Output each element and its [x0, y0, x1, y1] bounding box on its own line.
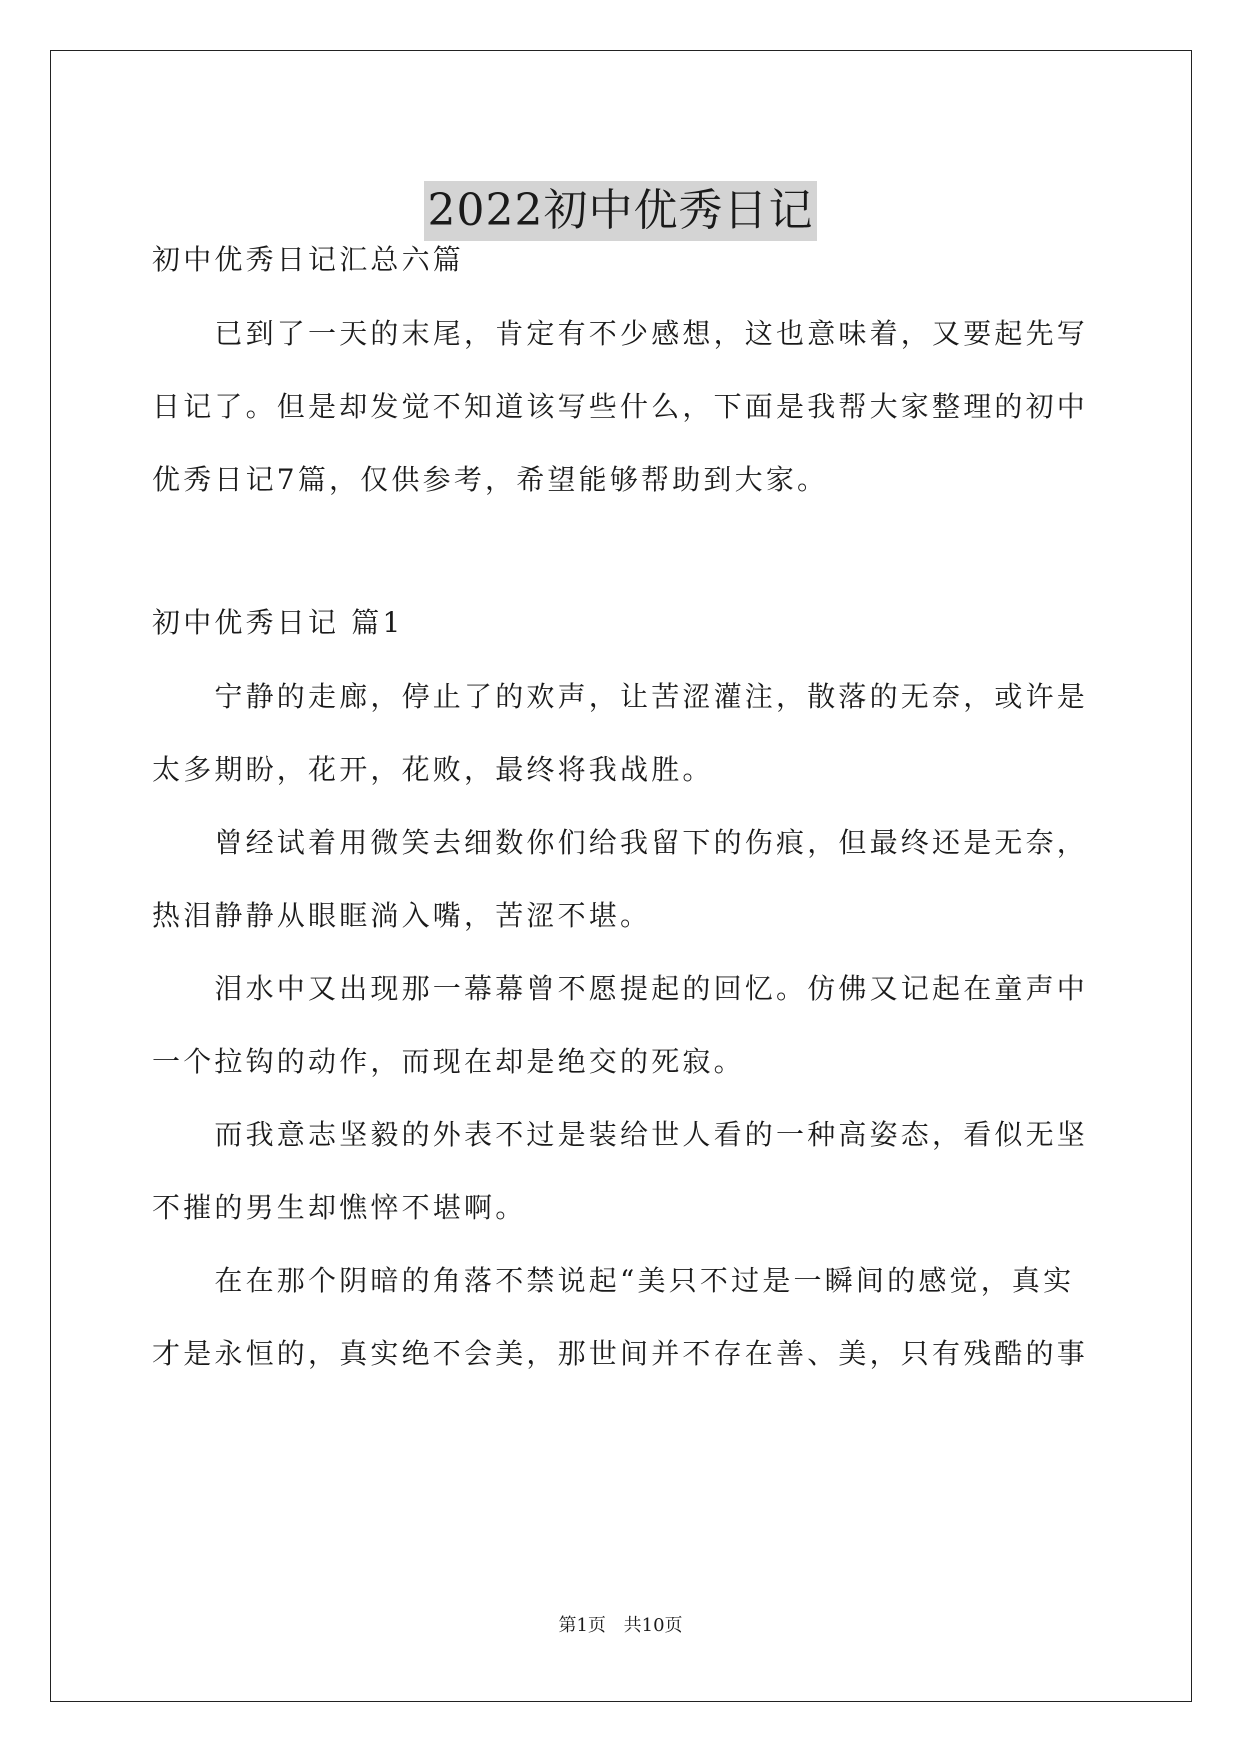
paragraph-line: 才是永恒的，真实绝不会美，那世间并不存在善、美，只有残酷的事: [152, 1337, 1089, 1370]
paragraph-line: 热泪静静从眼眶淌入嘴，苦涩不堪。: [152, 899, 652, 932]
paragraph-line: 在在那个阴暗的角落不禁说起“美只不过是一瞬间的感觉，真实: [152, 1264, 1075, 1297]
paragraph-line: 太多期盼，花开，花败，最终将我战胜。: [152, 753, 714, 786]
paragraph-line: 曾经试着用微笑去细数你们给我留下的伤痕，但最终还是无奈，: [152, 826, 1089, 859]
paragraph-line: 而我意志坚毅的外表不过是装给世人看的一种高姿态，看似无坚: [152, 1118, 1089, 1151]
page-footer: [0, 1614, 1241, 1638]
page-border: [50, 50, 1192, 1702]
page-total: 共10页: [623, 1615, 683, 1636]
section-heading: 初中优秀日记 篇1: [152, 606, 404, 639]
document-subtitle: 初中优秀日记汇总六篇: [152, 243, 465, 276]
paragraph-line: 已到了一天的末尾，肯定有不少感想，这也意味着，又要起先写: [152, 317, 1089, 350]
paragraph-line: 日记了。但是却发觉不知道该写些什么，下面是我帮大家整理的初中: [152, 390, 1089, 423]
paragraph-line: 不摧的男生却憔悴不堪啊。: [152, 1191, 527, 1224]
page-number: 第1页: [558, 1615, 606, 1636]
paragraph-line: 一个拉钩的动作，而现在却是绝交的死寂。: [152, 1045, 745, 1078]
paragraph-line: 宁静的走廊，停止了的欢声，让苦涩灌注，散落的无奈，或许是: [152, 680, 1089, 713]
paragraph-line: 泪水中又出现那一幕幕曾不愿提起的回忆。仿佛又记起在童声中: [152, 972, 1089, 1005]
document-title: 2022初中优秀日记: [424, 181, 818, 241]
paragraph-line: 优秀日记7篇，仅供参考，希望能够帮助到大家。: [152, 463, 829, 496]
